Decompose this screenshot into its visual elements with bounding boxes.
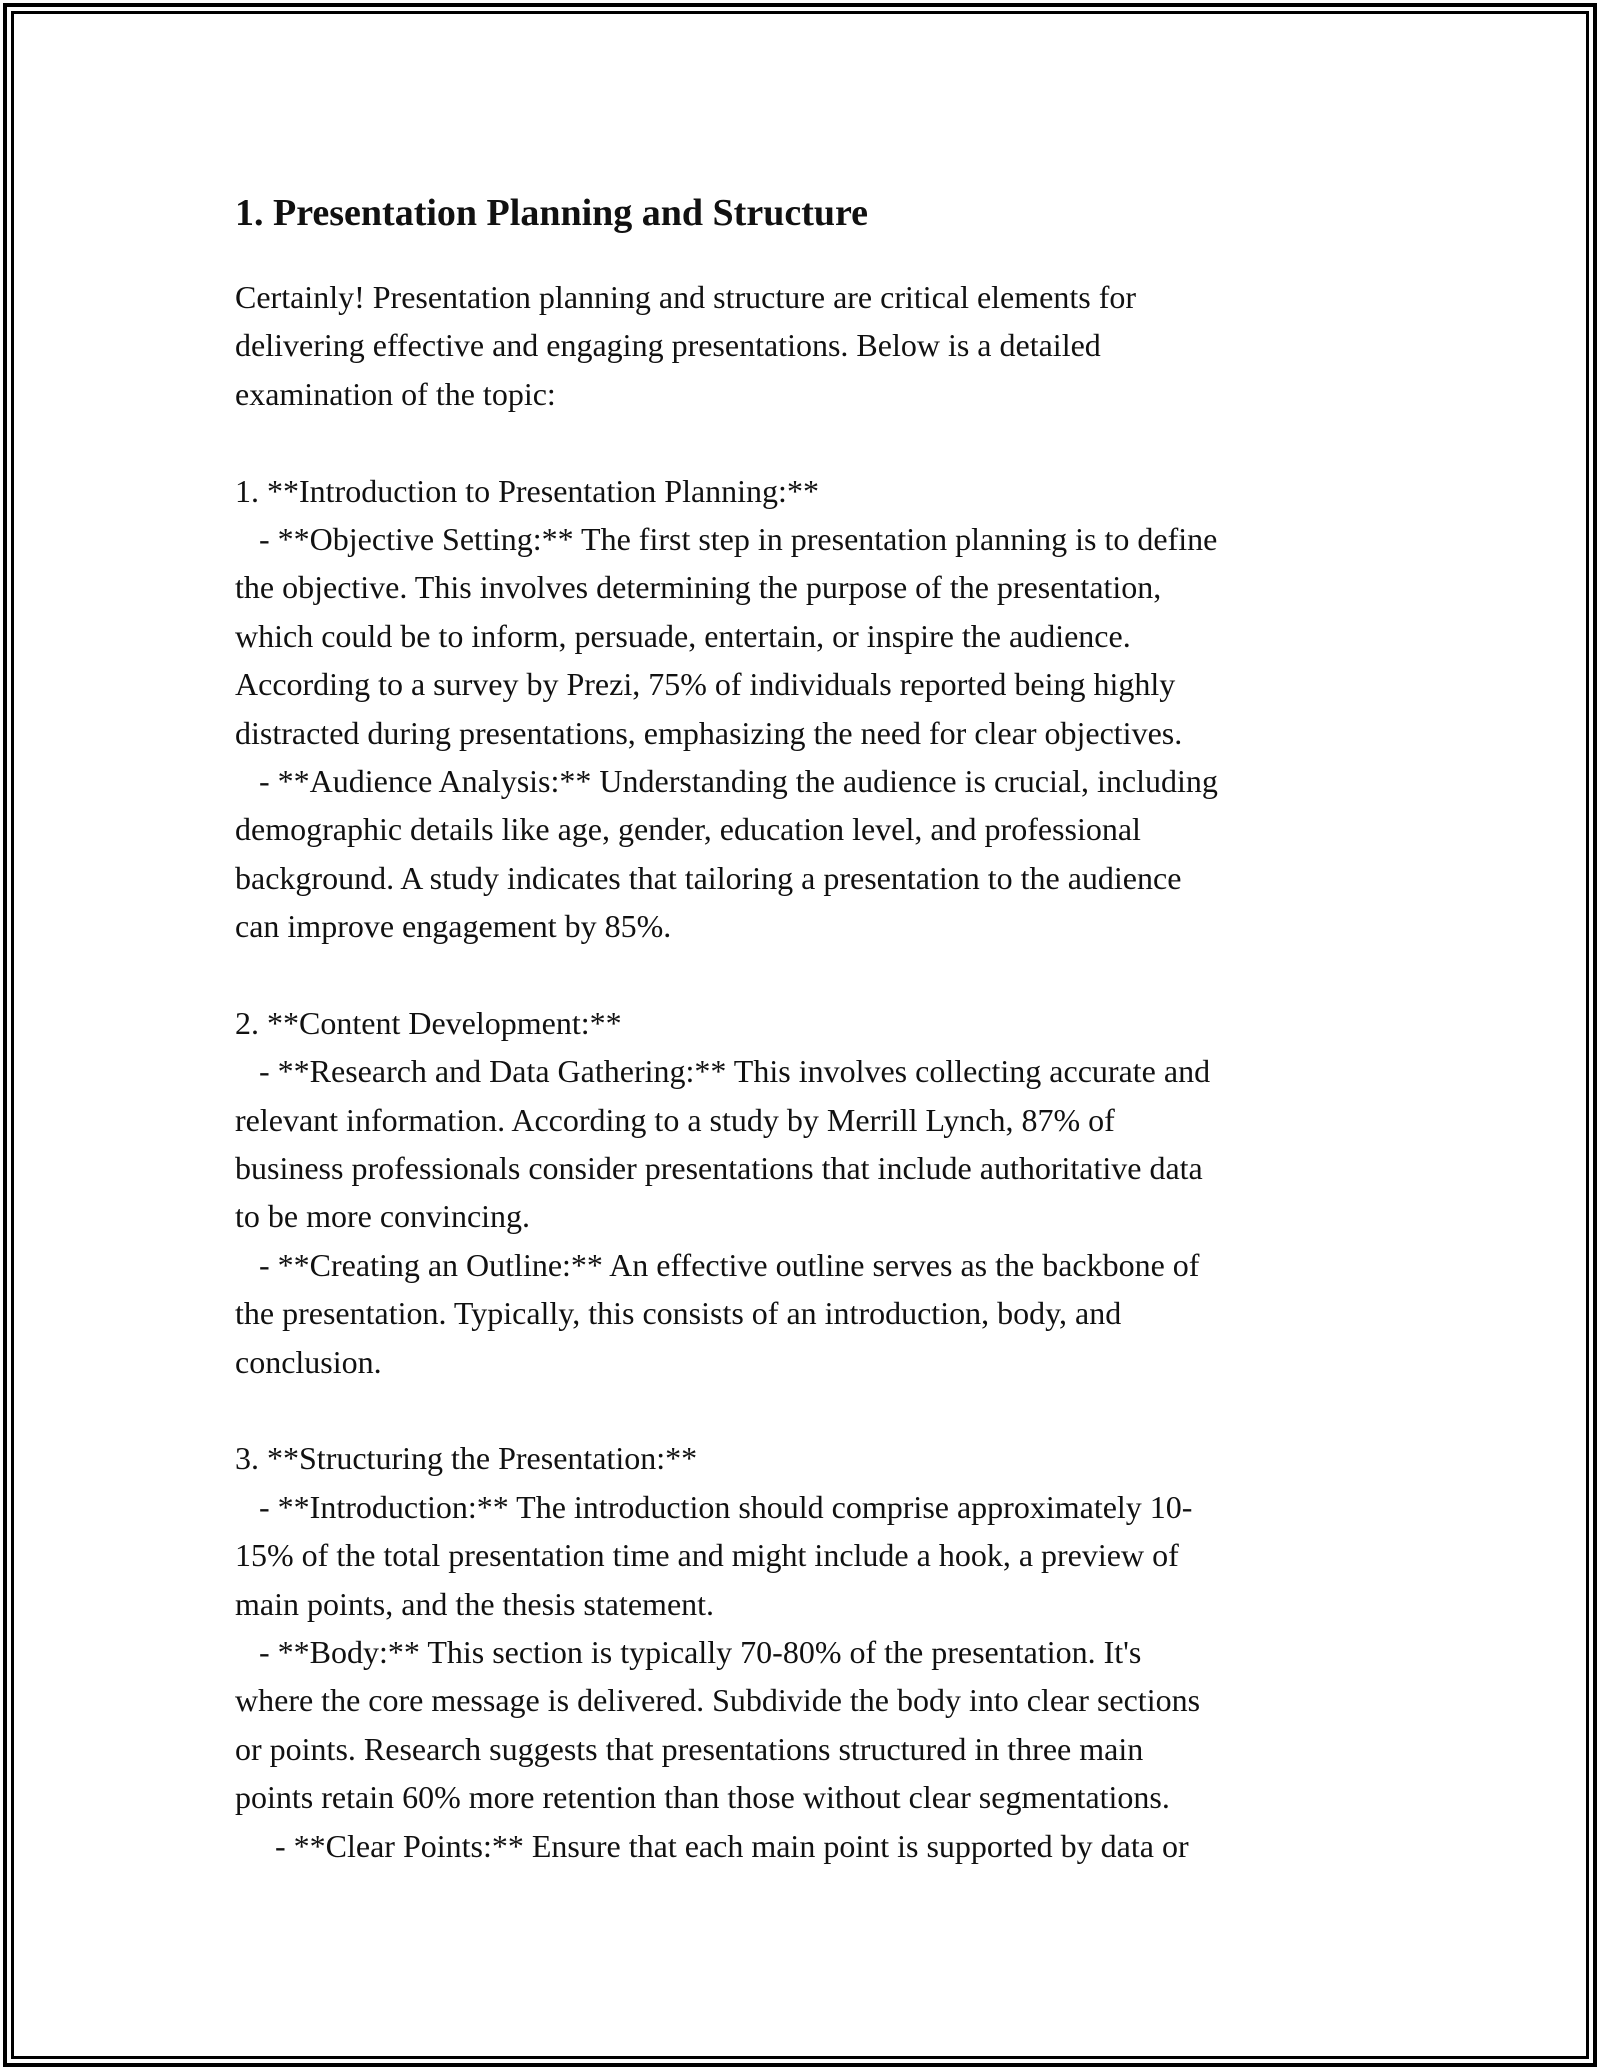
text-line: - **Introduction:** The introduction should comprise approximately 10- bbox=[235, 1488, 1193, 1525]
blank-line bbox=[235, 950, 1395, 998]
text-line: distracted during presentations, emphasizing the need for clear objectives. bbox=[235, 714, 1183, 751]
text-line: business professionals consider presentations that include authoritative data bbox=[235, 1150, 1203, 1187]
text-line: 2. **Content Development:** bbox=[235, 1004, 622, 1041]
text-line: can improve engagement by 85%. bbox=[235, 908, 672, 945]
text-line: points retain 60% more retention than those without clear segmentations. bbox=[235, 1779, 1170, 1816]
blank-line bbox=[235, 1386, 1395, 1434]
text-line: 1. **Introduction to Presentation Planning:** bbox=[235, 472, 819, 509]
text-line: the objective. This involves determining the purpose of the presentation, bbox=[235, 569, 1162, 606]
text-line: 15% of the total presentation time and might include a hook, a preview of bbox=[235, 1537, 1179, 1574]
document-body bbox=[235, 273, 1395, 1870]
text-line: - **Body:** This section is typically 70-80% of the presentation. It's bbox=[235, 1633, 1142, 1670]
text-line: 3. **Structuring the Presentation:** bbox=[235, 1440, 698, 1477]
text-line: to be more convincing. bbox=[235, 1198, 531, 1235]
text-line: - **Creating an Outline:** An effective outline serves as the backbone of bbox=[235, 1246, 1200, 1283]
text-line: - **Audience Analysis:** Understanding the audience is crucial, including bbox=[235, 762, 1218, 799]
text-line: - **Research and Data Gathering:** This involves collecting accurate and bbox=[235, 1053, 1211, 1090]
text-line: According to a survey by Prezi, 75% of individuals reported being highly bbox=[235, 666, 1176, 703]
text-line: - **Clear Points:** Ensure that each main point is supported by data or bbox=[235, 1827, 1189, 1864]
document-title: 1. Presentation Planning and Structure bbox=[235, 192, 869, 234]
text-line: - **Objective Setting:** The first step in presentation planning is to define bbox=[235, 520, 1218, 557]
text-line: where the core message is delivered. Subdivide the body into clear sections bbox=[235, 1682, 1201, 1719]
blank-line bbox=[235, 418, 1395, 466]
text-line: examination of the topic: bbox=[235, 375, 556, 412]
document-content bbox=[235, 183, 1395, 1870]
text-line: background. A study indicates that tailoring a presentation to the audience bbox=[235, 859, 1182, 896]
text-line: relevant information. According to a study by Merrill Lynch, 87% of bbox=[235, 1101, 1115, 1138]
text-line: delivering effective and engaging presentations. Below is a detailed bbox=[235, 327, 1101, 364]
text-line: the presentation. Typically, this consists of an introduction, body, and bbox=[235, 1295, 1122, 1332]
text-line: conclusion. bbox=[235, 1343, 382, 1380]
text-line: or points. Research suggests that presentations structured in three main bbox=[235, 1730, 1144, 1767]
text-line: which could be to inform, persuade, entertain, or inspire the audience. bbox=[235, 617, 1131, 654]
text-line: main points, and the thesis statement. bbox=[235, 1585, 715, 1622]
text-line: demographic details like age, gender, education level, and professional bbox=[235, 811, 1141, 848]
text-line: Certainly! Presentation planning and structure are critical elements for bbox=[235, 279, 1136, 315]
